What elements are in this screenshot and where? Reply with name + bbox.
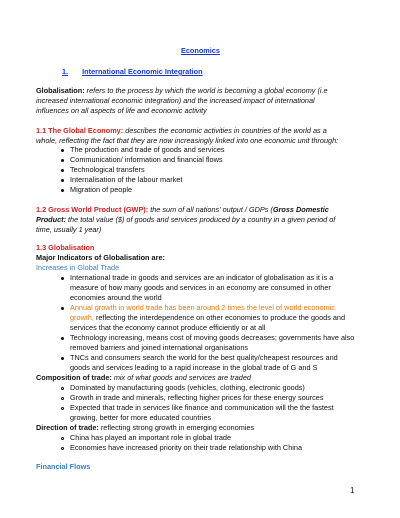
composition-item-1: Dominated by manufacturing goods (vehicles, clothing, electronic goods) [70,383,305,392]
trade-bullet-2-line-2: growth, reflecting the interdependence on other economies to produce the goods and [70,313,346,322]
sub-bullet-circle [61,447,64,450]
bullet-dot [61,159,64,162]
financial-flows-subheading: Financial Flows [36,462,91,471]
globalisation-def-line-3: influences on all aspects of life and economic activity [36,106,207,115]
bullet-dot [61,189,64,192]
trade-bullet-1-line-3: economies around the world [70,293,162,302]
sub-bullet-circle [61,407,64,410]
composition-of-trade-line: Composition of trade: mix of what goods and services are traded [36,373,251,382]
trade-bullet-3-line-2: removed barriers and joined international organisations [70,343,249,352]
globalisation-term: Globalisation: [36,86,85,95]
page-number: 1 [350,486,355,495]
trade-bullet-4-line-1: TNCs and consumers search the world for the best quality/cheapest resources and [70,353,338,362]
globalisation-def-line-1: Globalisation: refers to the process by which the world is becoming a global economy (i.e [36,86,328,95]
direction-label: Direction of trade: [36,423,99,432]
bullet-dot [61,179,64,182]
section-1-1-line-1: 1.1 The Global Economy: describes the economic activities in countries of the world as a [36,126,327,135]
section-1-2-line-1: 1.2 Gross World Product (GWP): the sum of all nations' output / GDPs (Gross Domestic [36,205,329,214]
list-item: Communication/ information and financial flows [70,155,223,164]
section-1-number: 1. [62,67,69,76]
trade-bullet-2-line-3: services that the economy cannot produce efficiently or at all [70,323,266,332]
bullet-dot [61,307,64,310]
section-1-2-line-3: time, usually 1 year) [36,225,102,234]
direction-item-1: China has played an important role in global trade [70,433,232,442]
bullet-dot [61,169,64,172]
direction-of-trade-line: Direction of trade: reflecting strong growth in emerging economies [36,423,255,432]
composition-label: Composition of trade: [36,373,112,382]
document-title: Economics [181,46,220,55]
section-1-1-line-2: whole, reflecting the fact that they are now increasingly linked into one economic unit through: [36,136,339,145]
section-1-2-line-2: Product: the total value ($) of goods and services produced by a country in a given period of [36,215,336,224]
section-1-3-heading: 1.3 Globalisation [36,243,95,252]
trade-bullet-2-line-1: Annual growth in world trade has been around 2 times the level of world economic [70,303,335,312]
sub-bullet-circle [61,397,64,400]
bullet-dot [61,357,64,360]
trade-bullet-4-line-2: goods and services leading to a rapid increase in the global trade of G and S [70,363,318,372]
trade-bullet-1-line-2: measure of how many goods and services in an economy are consumed in other [70,283,331,292]
trade-bullet-3-line-1: Technology increasing, means cost of moving goods decreases; governments have also [70,333,355,342]
section-1-1-heading: 1.1 The Global Economy: [36,126,124,135]
sub-bullet-circle [61,387,64,390]
list-item: Migration of people [70,185,133,194]
global-trade-subheading: Increases in Global Trade [36,263,120,272]
trade-bullet-1-line-1: International trade in goods and services are an indicator of globalisation as it is a [70,273,334,282]
list-item: The production and trade of goods and services [70,145,225,154]
major-indicators-label: Major Indicators of Globalisation are: [36,253,165,262]
bullet-dot [61,149,64,152]
direction-item-2: Economies have increased priority on their trade relationship with China [70,443,303,452]
bullet-dot [61,337,64,340]
section-1-title: International Economic Integration [82,67,203,76]
list-item: Internalisation of the labour market [70,175,183,184]
composition-item-3-line-1: Expected that trade in services like finance and communication will the the fastest [70,403,334,412]
section-1-heading [62,67,203,77]
composition-item-3-line-2: growing, better for more educated countries [70,413,212,422]
composition-item-2: Growth in trade and minerals, reflecting higher prices for these energy sources [70,393,324,402]
bullet-dot [61,277,64,280]
sub-bullet-circle [61,437,64,440]
globalisation-def-line-2: increased international economic integration) and the increased impact of international [36,96,315,105]
section-1-2-heading: 1.2 Gross World Product (GWP): [36,205,149,214]
list-item: Technological transfers [70,165,145,174]
